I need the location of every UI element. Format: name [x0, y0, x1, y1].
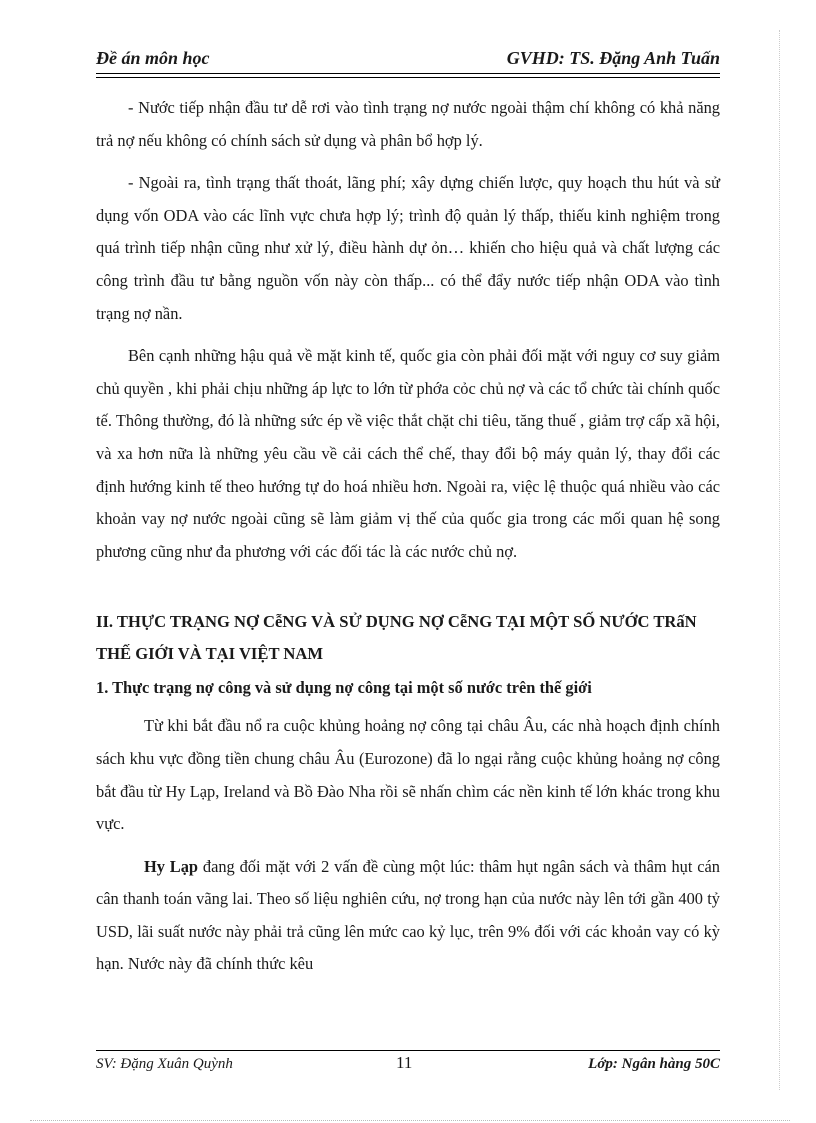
paragraph-greece: [96, 851, 720, 981]
margin-guide: [779, 30, 780, 1090]
header-course-title: Đề án môn học: [96, 48, 210, 68]
paragraph-sovereignty: Bên cạnh những hậu quả về mặt kinh tế, quốc gia còn phải đối mặt với nguy cơ suy giảm chủ quyền , khi phải chịu những áp lực to lớn từ phớa cỏc chủ nợ và các tổ chức tài chính quốc tế. Thông thường, đó là những sức ép về việc thắt chặt chi tiêu, tăng thuế , giảm trợ cấp xã hội, và xa hơn nữa là những yêu cầu về cải cách thể chế, thay đổi bộ máy quản lý, thay đổi các định hướng kinh tế theo hướng tự do hoá nhiều hơn. Ngoài ra, việc lệ thuộc quá nhiều vào các khoản vay nợ nước ngoài cũng sẽ làm giảm vị thế của quốc gia trong các mối quan hệ song phương cũng như đa phương với các đối tác là các nước chủ nợ.: [96, 346, 720, 561]
paragraph-eurozone: Từ khi bắt đầu nổ ra cuộc khủng hoảng nợ công tại châu Âu, các nhà hoạch định chính sách khu vực đồng tiền chung châu Âu (Eurozone) đã lo ngại rằng cuộc khủng hoảng nợ công bắt đầu từ Hy Lạp, Ireland và Bồ Đào Nha rồi sẽ nhấn chìm các nền kinh tế lớn khác trong khu vực.: [96, 716, 720, 834]
footer-student: SV: Đặng Xuân Quỳnh: [96, 1056, 233, 1072]
page-number: 11: [396, 1053, 413, 1072]
header-divider-thin: [96, 77, 720, 78]
page-footer: [96, 1053, 720, 1077]
greece-text: đang đối mặt với 2 vấn đề cùng một lúc: thâm hụt ngân sách và thâm hụt cán cân thanh toán vãng lai. Theo số liệu nghiên cứu, nợ trong hạn của nước này lên tới gần 400 tỷ USD, lãi suất nước này phải trả cũng lên mức cao kỷ lục, trên 9% đối với các khoản vay có kỳ hạn. Nước này đã chính thức kêu: [96, 856, 720, 974]
greece-lead: Hy Lạp: [144, 856, 199, 876]
header-divider: [96, 73, 720, 74]
bottom-guide: [30, 1120, 790, 1121]
paragraph-debt-risk: - Nước tiếp nhận đầu tư dễ rơi vào tình trạng nợ nước ngoài thậm chí không có khả năng trả nợ nếu không có chính sách sử dụng và phân bổ hợp lý.: [96, 98, 720, 150]
section-heading: II. THỰC TRẠNG NỢ CễNG VÀ SỬ DỤNG NỢ CễNG TẠI MỘT SỐ NƯỚC TRấN THẾ GIỚI VÀ TẠI VIỆT NAM: [96, 612, 697, 664]
header-supervisor: GVHD: TS. Đặng Anh Tuấn: [506, 48, 720, 68]
paragraph-oda-waste: - Ngoài ra, tình trạng thất thoát, lãng phí; xây dựng chiến lược, quy hoạch thu hút và sử dụng vốn ODA vào các lĩnh vực chưa hợp lý; trình độ quản lý thấp, thiếu kinh nghiệm trong quá trình tiếp nhận cũng như xử lý, điều hành dự ỏn… khiến cho hiệu quả và chất lượng các công trình đầu tư bằng nguồn vốn này còn thấp... có thể đẩy nước tiếp nhận ODA vào tình trạng nợ nần.: [96, 173, 720, 323]
page-body: [96, 92, 720, 991]
subsection-heading: 1. Thực trạng nợ công và sử dụng nợ công tại một số nước trên thế giới: [96, 678, 592, 698]
page-header: [96, 46, 720, 74]
footer-divider: [96, 1050, 720, 1051]
footer-class: Lớp: Ngân hàng 50C: [588, 1056, 720, 1072]
